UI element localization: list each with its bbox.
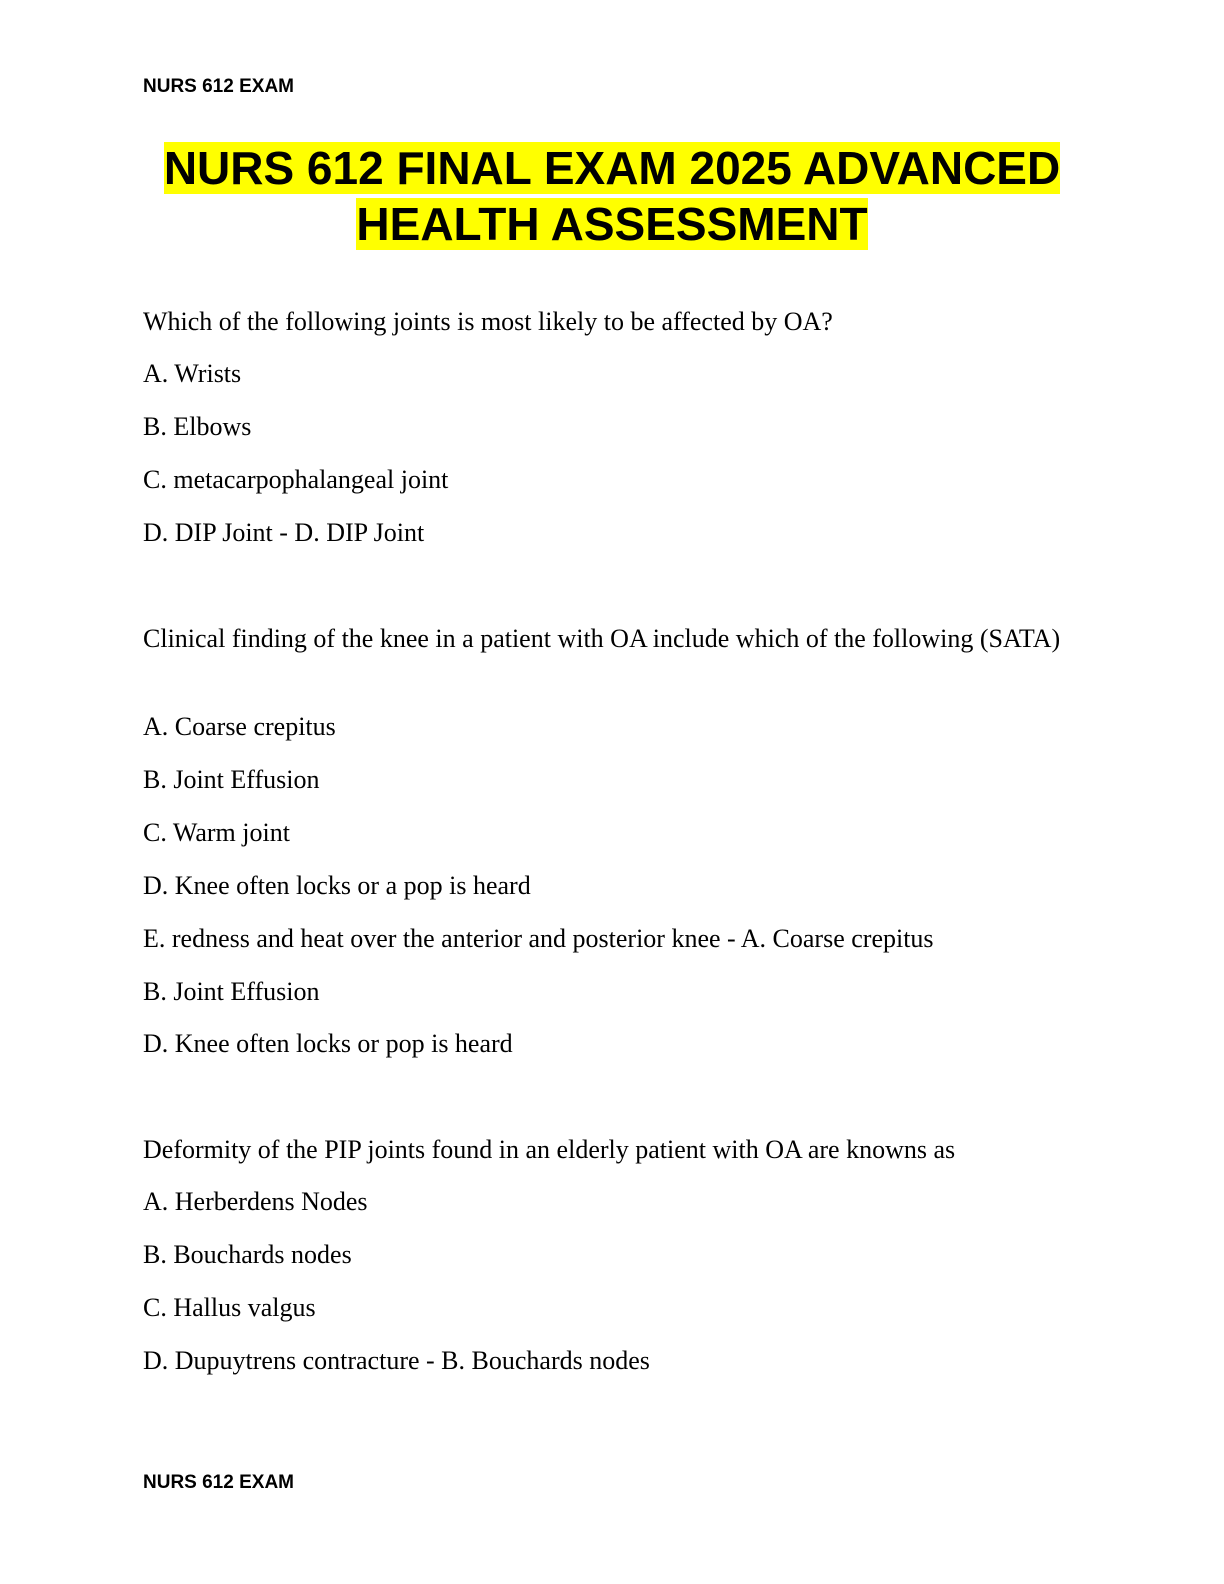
question-1-option-c: C. metacarpophalangeal joint xyxy=(143,465,449,494)
question-2-option-b: B. Joint Effusion xyxy=(143,765,320,794)
running-footer: NURS 612 EXAM xyxy=(143,1472,294,1493)
question-3-option-d: D. Dupuytrens contracture - B. Bouchards nodes xyxy=(143,1346,650,1375)
question-1-option-b: B. Elbows xyxy=(143,412,252,441)
question-1-option-a: A. Wrists xyxy=(143,359,242,388)
question-2-answer-d: D. Knee often locks or pop is heard xyxy=(143,1029,513,1058)
document-title xyxy=(130,140,1094,252)
running-header: NURS 612 EXAM xyxy=(143,76,294,97)
title-line-2: HEALTH ASSESSMENT xyxy=(356,198,868,250)
question-2-answer-b: B. Joint Effusion xyxy=(143,977,320,1006)
question-3-option-c: C. Hallus valgus xyxy=(143,1293,316,1322)
title-line-1: NURS 612 FINAL EXAM 2025 ADVANCED xyxy=(163,142,1061,194)
question-2-option-c: C. Warm joint xyxy=(143,818,290,847)
question-2-option-a: A. Coarse crepitus xyxy=(143,712,336,741)
question-3-stem: Deformity of the PIP joints found in an elderly patient with OA are knowns as xyxy=(143,1135,956,1164)
question-2-option-e: E. redness and heat over the anterior and posterior knee - A. Coarse crepitus xyxy=(143,924,934,953)
question-1-stem: Which of the following joints is most likely to be affected by OA? xyxy=(143,307,833,336)
question-3-option-b: B. Bouchards nodes xyxy=(143,1240,352,1269)
question-2-stem: Clinical finding of the knee in a patient with OA include which of the following (SATA) xyxy=(143,624,1061,653)
question-3-option-a: A. Herberdens Nodes xyxy=(143,1187,368,1216)
question-2-option-d: D. Knee often locks or a pop is heard xyxy=(143,871,531,900)
question-1-option-d: D. DIP Joint - D. DIP Joint xyxy=(143,518,425,547)
